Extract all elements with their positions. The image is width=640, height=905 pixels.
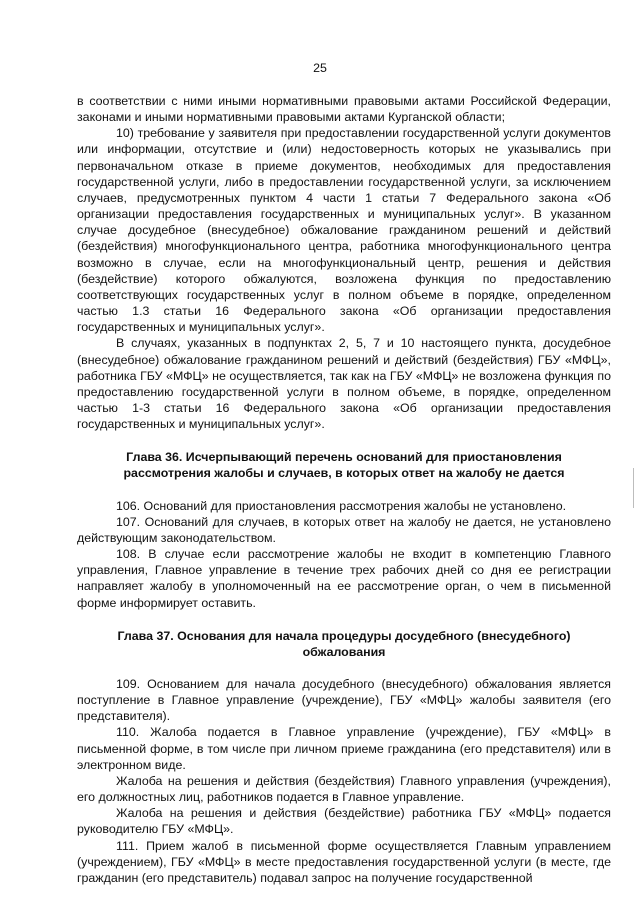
page-number: 25 [313,61,327,75]
scan-edge-mark [633,468,634,508]
paragraph-106: 106. Оснований для приостановления рассмотрения жалобы не установлено. [116,498,567,513]
chapter-37-heading [77,628,611,660]
paragraph-mfc-cases: В случаях, указанных в подпунктах 2, 5, 7 и 10 настоящего пункта, досудебное (внесудебное) обжалование гражданином решений и действий (бездействия) ГБУ «МФЦ», работника ГБУ «МФЦ» не осуществляется, так как на ГБУ «МФЦ» не возложена функция по предоставлению государственной услуги в полном объеме, в порядке, определенном частью 1-3 статьи 16 Федерального закона «Об организации предоставления государственных и муниципальных услуг». [77,336,611,432]
paragraph-107: 107. Оснований для случаев, в которых ответ на жалобу не дается, не установлено действующим законодательством. [77,514,611,545]
paragraph-110-complaint-department: Жалоба на решения и действия (бездействия) Главного управления (учреждения), его должностных лиц, работников подается в Главное управление. [77,773,611,805]
document-body [77,93,611,886]
paragraph-item-10: 10) требование у заявителя при предоставлении государственной услуги документов или информации, отсутствие и (или) недостоверность которых не указывались при первоначальном отказе в приеме документов, необходимых для предоставления государственной услуги, либо в предоставлении государственной услуги, за исключением случаев, предусмотренных пунктом 4 части 1 статьи 7 Федерального закона «Об организации предоставления государственных и муниципальных услуг». В указанном случае досудебное (внесудебное) обжалование гражданином решений и действий (бездействия) многофункционального центра, работника многофункционального центра возможно в случае, если на многофункциональный центр, решения и действия (бездействие) которого обжалуются, возложена функция по предоставлению соответствующих государственных услуг в полном объеме в порядке, определенном частью 1.3 статьи 16 Федерального закона «Об организации предоставления государственных и муниципальных услуг». [77,126,611,335]
chapter-37-heading-line1: Глава 37. Основания для начала процедуры досудебного (внесудебного) [117,628,571,643]
paragraph-110: 110. Жалоба подается в Главное управление (учреждение), ГБУ «МФЦ» в письменной форме, в том числе при личном приеме гражданина (его представителя) или в электронном виде. [77,725,611,772]
paragraph-109: 109. Основанием для начала досудебного (внесудебного) обжалования является поступление в Главное управление (учреждение), ГБУ «МФЦ» жалобы заявителя (его представителя). [77,677,611,724]
paragraph-111: 111. Прием жалоб в письменной форме осуществляется Главным управлением (учреждением), ГБУ «МФЦ» в месте предоставления государственной услуги (в месте, где гражданин (его представитель) подавал запрос на получение государственной [77,838,611,885]
chapter-37-heading-line2: обжалования [302,644,386,659]
paragraph-continuation: в соответствии с ними иными нормативными правовыми актами Российской Федерации, законами и иными нормативными правовыми актами Курганской области; [77,94,611,125]
chapter-36-heading [77,449,611,481]
paragraph-110-complaint-mfc: Жалоба на решения и действия (бездействие) работника ГБУ «МФЦ» подается руководителю ГБУ «МФЦ». [77,806,611,837]
paragraph-108: 108. В случае если рассмотрение жалобы не входит в компетенцию Главного управления, Главное управление в течение трех рабочих дней со дня ее регистрации направляет жалобу в уполномоченный на ее рассмотрение орган, о чем в письменной форме информирует оставить. [77,547,611,610]
chapter-36-heading-line1: Глава 36. Исчерпывающий перечень оснований для приостановления [126,450,562,465]
chapter-36-heading-line2: рассмотрения жалобы и случаев, в которых ответ на жалобу не дается [123,466,565,481]
